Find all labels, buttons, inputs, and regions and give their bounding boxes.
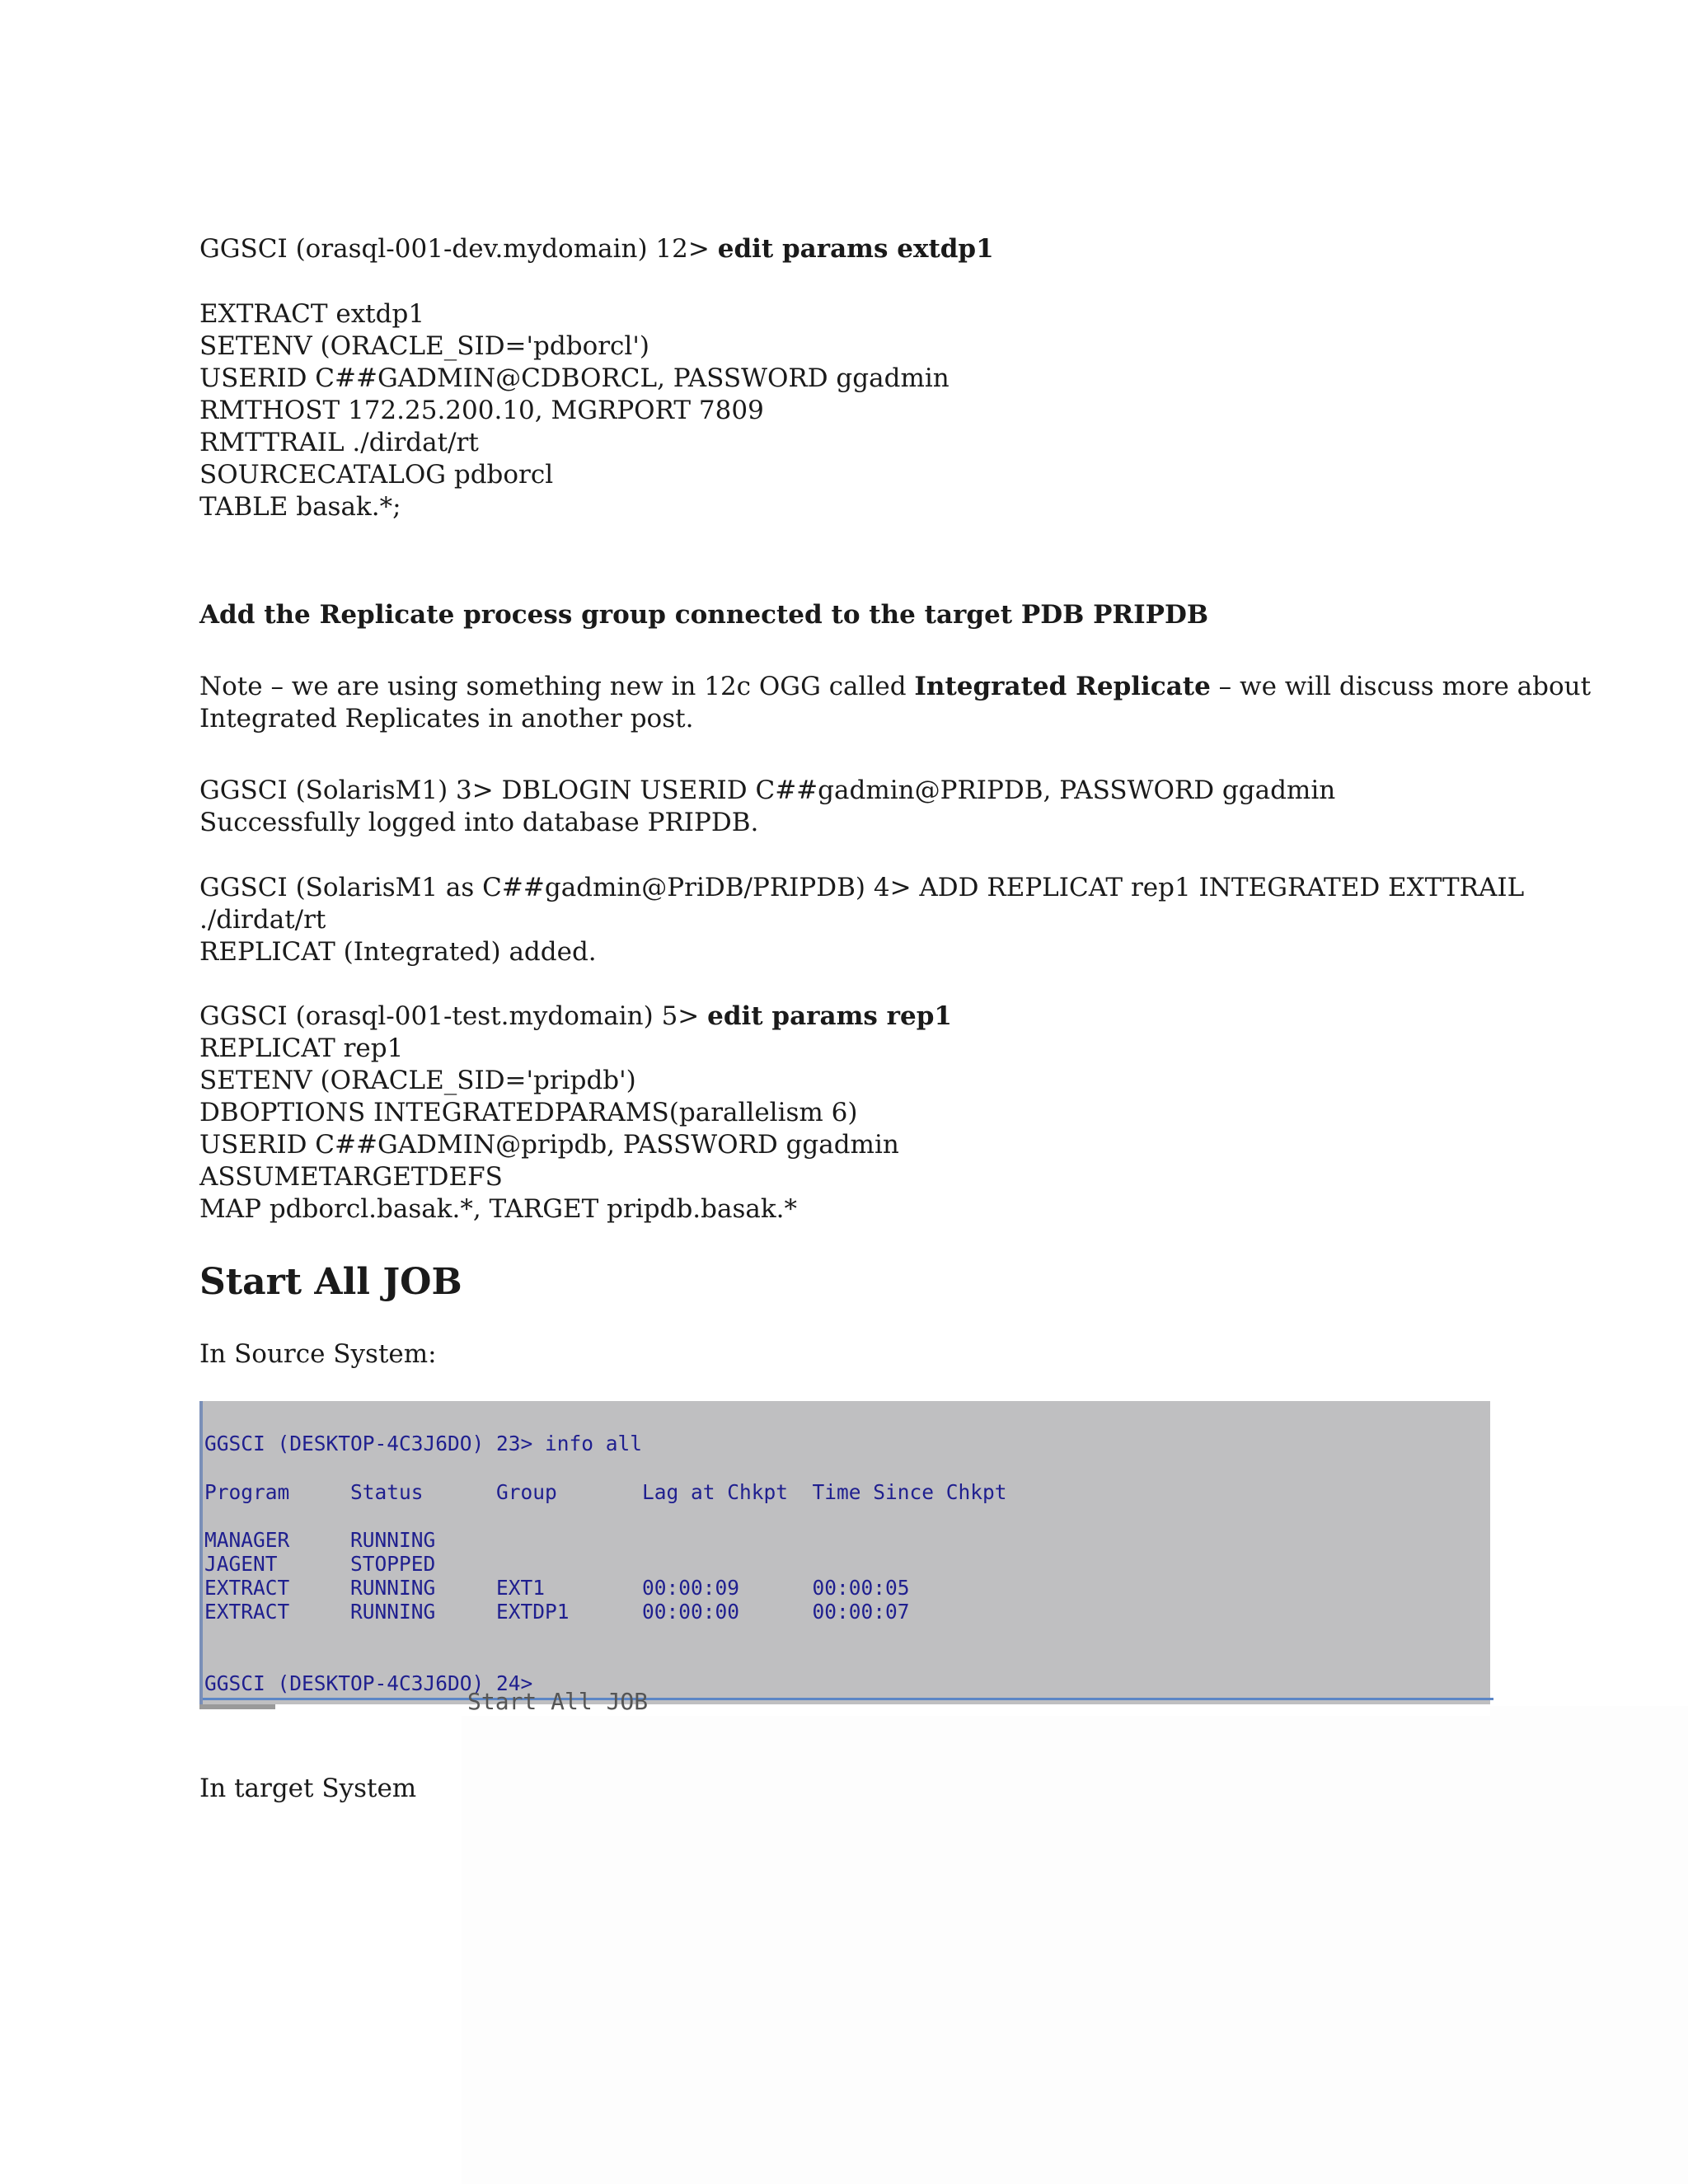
ggsci-command: edit params extdp1 [717,234,994,264]
terminal-screenshot [199,1401,1490,1704]
rep-param-line: SETENV (ORACLE_SID='pripdb') [199,1066,636,1095]
faint-background-panel [462,1706,1688,2184]
terminal-table-row: JAGENT STOPPED [204,1552,436,1576]
note-suffix: – we will discuss more about [1210,672,1592,701]
terminal-table-row: MANAGER RUNNING [204,1528,436,1552]
rep-param-line: MAP pdborcl.basak.*, TARGET pripdb.basak.* [199,1194,798,1224]
dblogin-result: Successfully logged into database PRIPDB. [199,808,759,837]
dblogin-command: GGSCI (SolarisM1) 3> DBLOGIN USERID C##gadmin@PRIPDB, PASSWORD ggadmin [199,776,1336,805]
ggsci-prompt: GGSCI (orasql-001-dev.mydomain) 12> [199,234,718,264]
cut-off-tab [199,1704,275,1709]
ggsci-edit-extdp1-line [199,232,994,265]
param-line: RMTHOST 172.25.200.10, MGRPORT 7809 [199,396,764,425]
note-paragraph-line2: Integrated Replicates in another post. [199,704,694,733]
note-paragraph-line1 [199,670,1591,703]
param-line: SETENV (ORACLE_SID='pdborcl') [199,331,649,361]
add-replicat-command: GGSCI (SolarisM1 as C##gadmin@PriDB/PRIPDB) 4> ADD REPLICAT rep1 INTEGRATED EXTTRAIL [199,873,1525,902]
ggsci-edit-rep1-line [199,1000,952,1033]
terminal-table-row: EXTRACT RUNNING EXT1 00:00:09 00:00:05 [204,1576,910,1600]
rep-param-line: USERID C##GADMIN@pripdb, PASSWORD ggadmin [199,1130,899,1160]
cut-off-screenshot-strip [199,1688,1490,1716]
note-prefix: Note – we are using something new in 12c OGG called [199,672,915,701]
param-line: TABLE basak.*; [199,492,401,522]
cut-off-text: Start All JOB [467,1688,649,1715]
ggsci-prompt: GGSCI (orasql-001-test.mydomain) 5> [199,1001,708,1031]
terminal-bottom-border [203,1698,1493,1700]
param-line: USERID C##GADMIN@CDBORCL, PASSWORD ggadmin [199,363,950,393]
note-bold-term: Integrated Replicate [914,672,1211,701]
add-replicat-command-cont: ./dirdat/rt [199,905,326,935]
param-line: SOURCECATALOG pdborcl [199,460,554,490]
section-heading-start-all-job: Start All JOB [199,1261,462,1303]
terminal-table-header: Program Status Group Lag at Chkpt Time Since Chkpt [204,1480,1007,1504]
terminal-prompt: GGSCI (DESKTOP-4C3J6DO) 24> [204,1671,533,1695]
add-replicat-result: REPLICAT (Integrated) added. [199,937,597,967]
rep-param-line: DBOPTIONS INTEGRATEDPARAMS(parallelism 6) [199,1098,858,1127]
param-line: RMTTRAIL ./dirdat/rt [199,428,479,457]
ggsci-command: edit params rep1 [707,1001,952,1031]
terminal-table-row: EXTRACT RUNNING EXTDP1 00:00:00 00:00:07 [204,1600,910,1624]
terminal-prompt: GGSCI (DESKTOP-4C3J6DO) 23> info all [204,1432,643,1455]
target-system-label: In target System [199,1774,417,1803]
source-system-label: In Source System: [199,1339,437,1369]
rep-param-line: ASSUMETARGETDEFS [199,1162,503,1192]
section-heading: Add the Replicate process group connected to the target PDB PRIPDB [199,600,1209,630]
param-line: EXTRACT extdp1 [199,299,425,329]
rep-param-line: REPLICAT rep1 [199,1033,404,1063]
